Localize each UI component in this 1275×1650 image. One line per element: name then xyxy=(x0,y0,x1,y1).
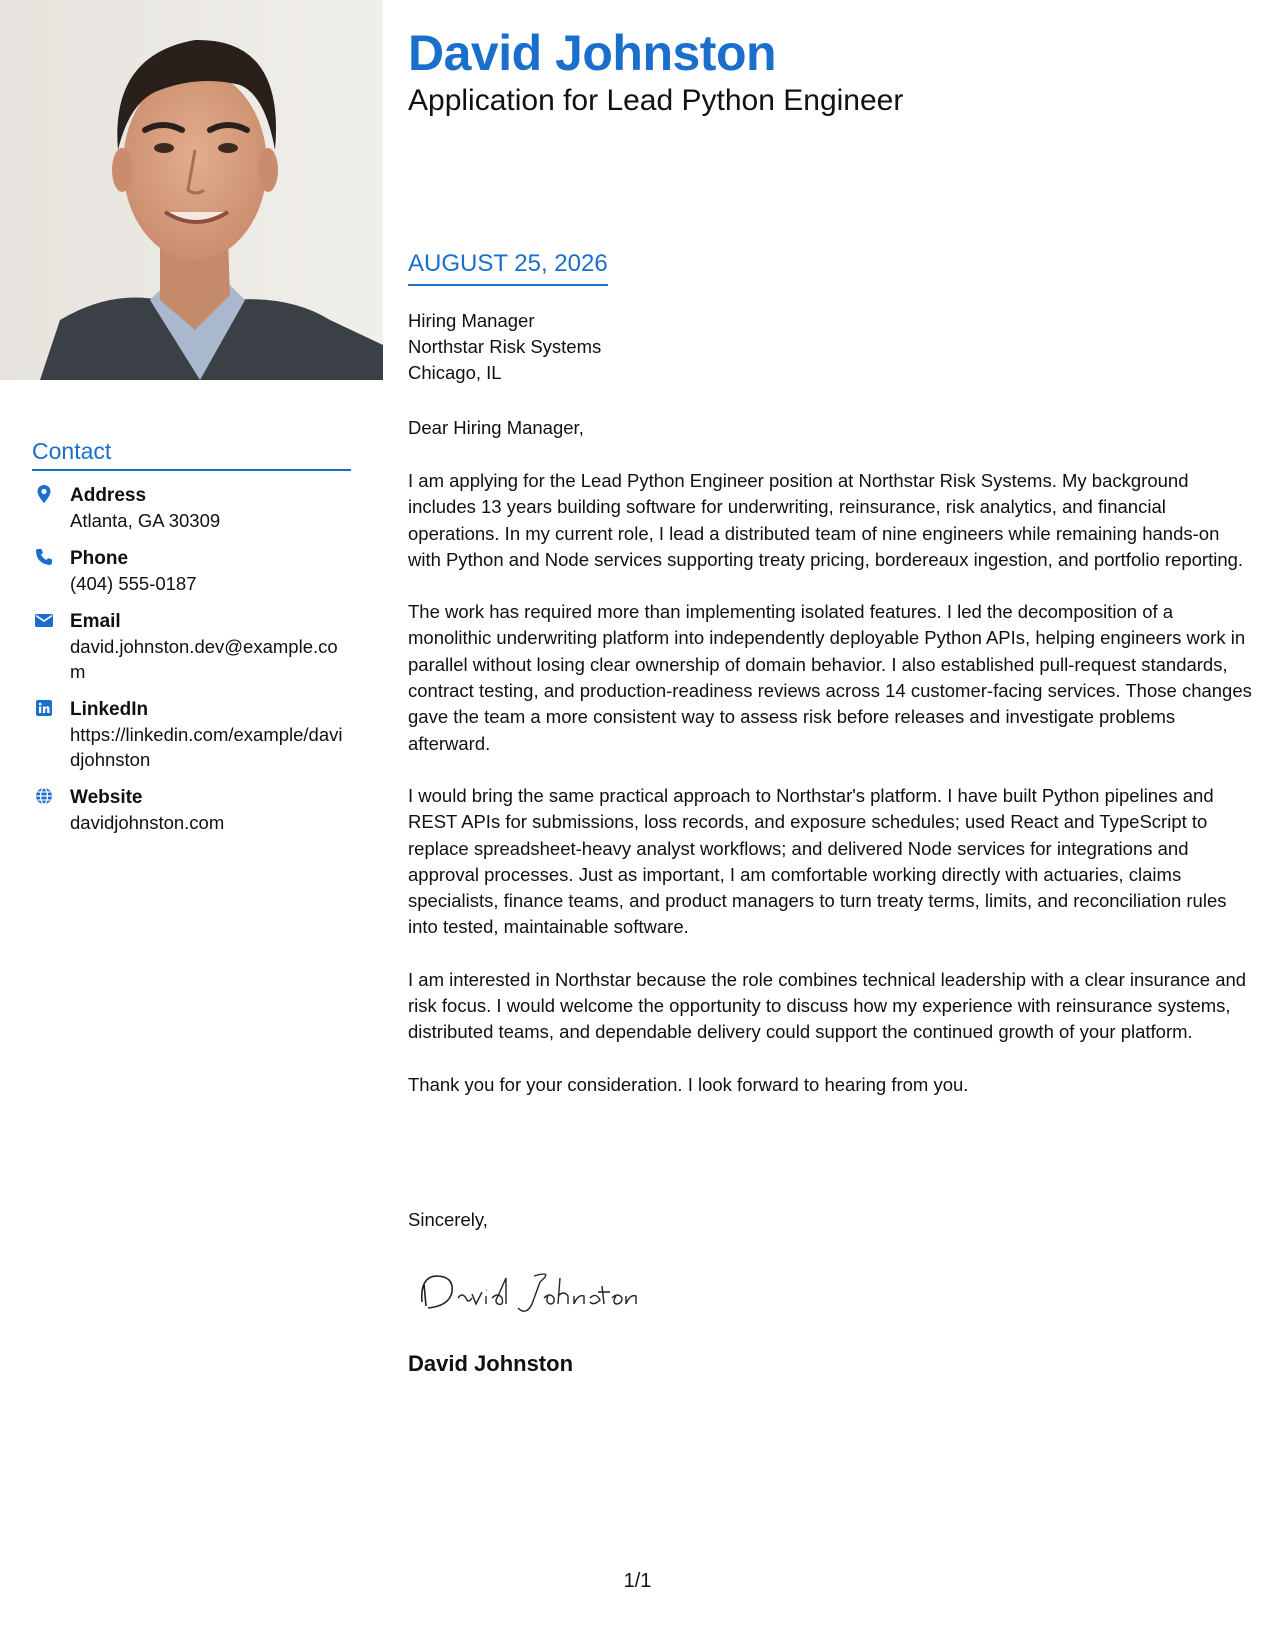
body-paragraph: The work has required more than implementing isolated features. I led the decomposition of a monolithic underwriting platform into independently deployable Python APIs, helping engineers work in parallel without losing clear ownership of domain behavior. I also established pull-request standards, contract testing, and production-readiness reviews across 14 customer-facing services. Those changes gave the team a more consistent way to assess risk before releases and investigate problems afterward. xyxy=(408,601,1252,754)
body-paragraph: I am interested in Northstar because the role combines technical leadership with a clear insurance and risk focus. I would welcome the opportunity to discuss how my experience with reinsurance systems, distributed teams, and dependable delivery could support the continued growth of your platform. xyxy=(408,968,1247,1043)
contact-linkedin xyxy=(32,697,352,772)
application-subtitle: Application for Lead Python Engineer xyxy=(408,84,904,117)
salutation: Dear Hiring Manager, xyxy=(408,417,584,438)
contact-list xyxy=(32,483,352,848)
contact-divider xyxy=(32,469,351,471)
body-paragraph: I would bring the same practical approach to Northstar's platform. I have built Python pipelines and REST APIs for submissions, loss records, and exposure schedules; used React and TypeScript to replace spreadsheet-heavy analyst workflows; and delivered Node services for integrations and approval processes. Just as important, I am comfortable working directly with actuaries, claims specialists, finance teams, and product managers to turn treaty terms, limits, and reconciliation rules into tested, maintainable software. xyxy=(408,784,1227,938)
letter-paragraphs xyxy=(408,468,1253,1124)
phone-icon xyxy=(34,547,54,567)
closing: Sincerely, xyxy=(408,1209,488,1230)
contact-label: Phone xyxy=(70,548,129,569)
contact-label: Address xyxy=(70,485,147,506)
profile-photo xyxy=(0,0,383,380)
contact-value: (404) 555-0187 xyxy=(70,573,197,594)
contact-value[interactable]: davidjohnston.com xyxy=(70,812,225,833)
recipient-line: Northstar Risk Systems xyxy=(408,336,602,357)
envelope-icon xyxy=(34,610,54,630)
contact-heading: Contact xyxy=(32,438,112,464)
contact-website xyxy=(32,785,352,835)
linkedin-icon xyxy=(34,698,54,718)
map-pin-icon xyxy=(34,484,54,504)
recipient-line: Hiring Manager xyxy=(408,310,535,331)
recipient-line: Chicago, IL xyxy=(408,362,502,383)
contact-label: Email xyxy=(70,611,121,632)
contact-address xyxy=(32,483,352,533)
contact-phone xyxy=(32,546,352,596)
contact-label: Website xyxy=(70,787,143,808)
contact-label: LinkedIn xyxy=(70,699,149,720)
contact-email xyxy=(32,609,352,684)
page-number: 1/1 xyxy=(623,1570,652,1592)
recipient-block xyxy=(408,308,601,386)
body-paragraph: I am applying for the Lead Python Engineer position at Northstar Risk Systems. My background includes 13 years building software for underwriting, reinsurance, risk analytics, and financial operations. In my current role, I lead a distributed team of nine engineers while remaining hands-on with Python and Node services supporting treaty pricing, bordereaux ingestion, and portfolio reporting. xyxy=(408,470,1244,570)
sidebar xyxy=(0,0,383,1650)
letter-date: AUGUST 25, 2026 xyxy=(408,250,608,286)
signer-name: David Johnston xyxy=(408,1351,574,1376)
contact-value[interactable]: david.johnston.dev@example.com xyxy=(70,636,338,682)
handwritten-signature xyxy=(414,1262,654,1322)
contact-value: Atlanta, GA 30309 xyxy=(70,510,221,531)
contact-value[interactable]: https://linkedin.com/example/davidjohnston xyxy=(70,724,343,770)
applicant-name: David Johnston xyxy=(408,25,777,81)
body-paragraph: Thank you for your consideration. I look forward to hearing from you. xyxy=(408,1073,969,1095)
globe-icon xyxy=(34,786,54,806)
